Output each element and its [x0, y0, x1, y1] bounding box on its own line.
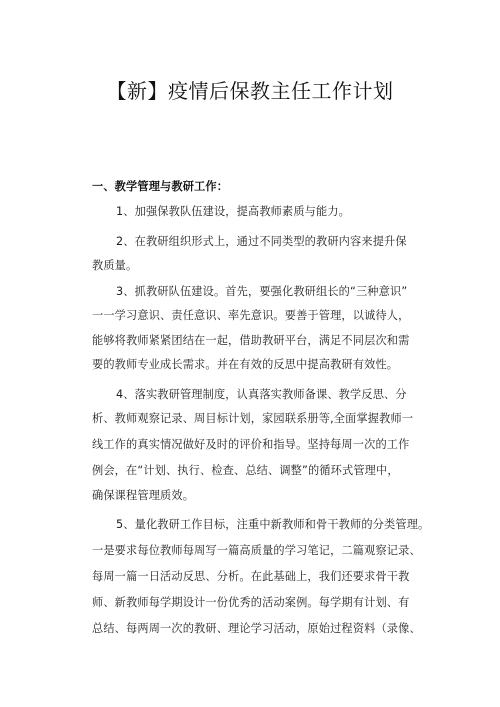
paragraph-line: 2、在教研组织形式上，通过不同类型的教研内容来提升保 — [116, 235, 407, 248]
paragraph-line: 确保课程管理质效。 — [92, 489, 195, 502]
section-heading: 一、教学管理与教研工作： — [92, 180, 229, 193]
paragraph-line: 一是要求每位教师每周写一篇高质量的学习笔记，二篇观察记录、 — [92, 544, 421, 557]
paragraph-line: 1、加强保教队伍建设，提高教师素质与能力。 — [116, 205, 351, 218]
paragraph-line: 析、教师观察记录、周目标计划，家园联系册等,全面掌握教师一 — [92, 412, 414, 425]
paragraph-line: 4、落实教研管理制度，认真落实教师备课、教学反思、分 — [116, 388, 407, 401]
paragraph-line: 要的教师专业成长需求。并在有效的反思中提高教研有效性。 — [92, 358, 399, 371]
paragraph-line: 每周一篇一日活动反思、分析。在此基础上，我们还要求骨干教 — [92, 570, 410, 583]
paragraph-line: 线工作的真实情况做好及时的评价和指导。坚持每周一次的工作 — [92, 438, 410, 451]
paragraph-line: 能够将教师紧紧团结在一起，借助教研平台，满足不同层次和需 — [92, 334, 410, 347]
paragraph-line: 教质量。 — [92, 259, 138, 272]
paragraph-line: 师、新教师每学期设计一份优秀的活动案例。每学期有计划、有 — [92, 596, 410, 609]
document-title: 【新】疫情后保教主任工作计划 — [106, 79, 394, 103]
paragraph-line: 例会，在“计划、执行、检查、总结、调整”的循环式管理中， — [92, 464, 399, 477]
paragraph-line: 5、量化教研工作目标，注重中新教师和骨干教师的分类管理。 — [116, 518, 430, 531]
paragraph-line: 总结、每两周一次的教研、理论学习活动，原始过程资料（录像、 — [92, 622, 421, 635]
paragraph-line: 3、抓教研队伍建设。首先，要强化教研组长的“三种意识” — [116, 285, 408, 298]
paragraph-line: 一一学习意识、责任意识、率先意识。要善于管理，以诚待人， — [92, 309, 410, 322]
